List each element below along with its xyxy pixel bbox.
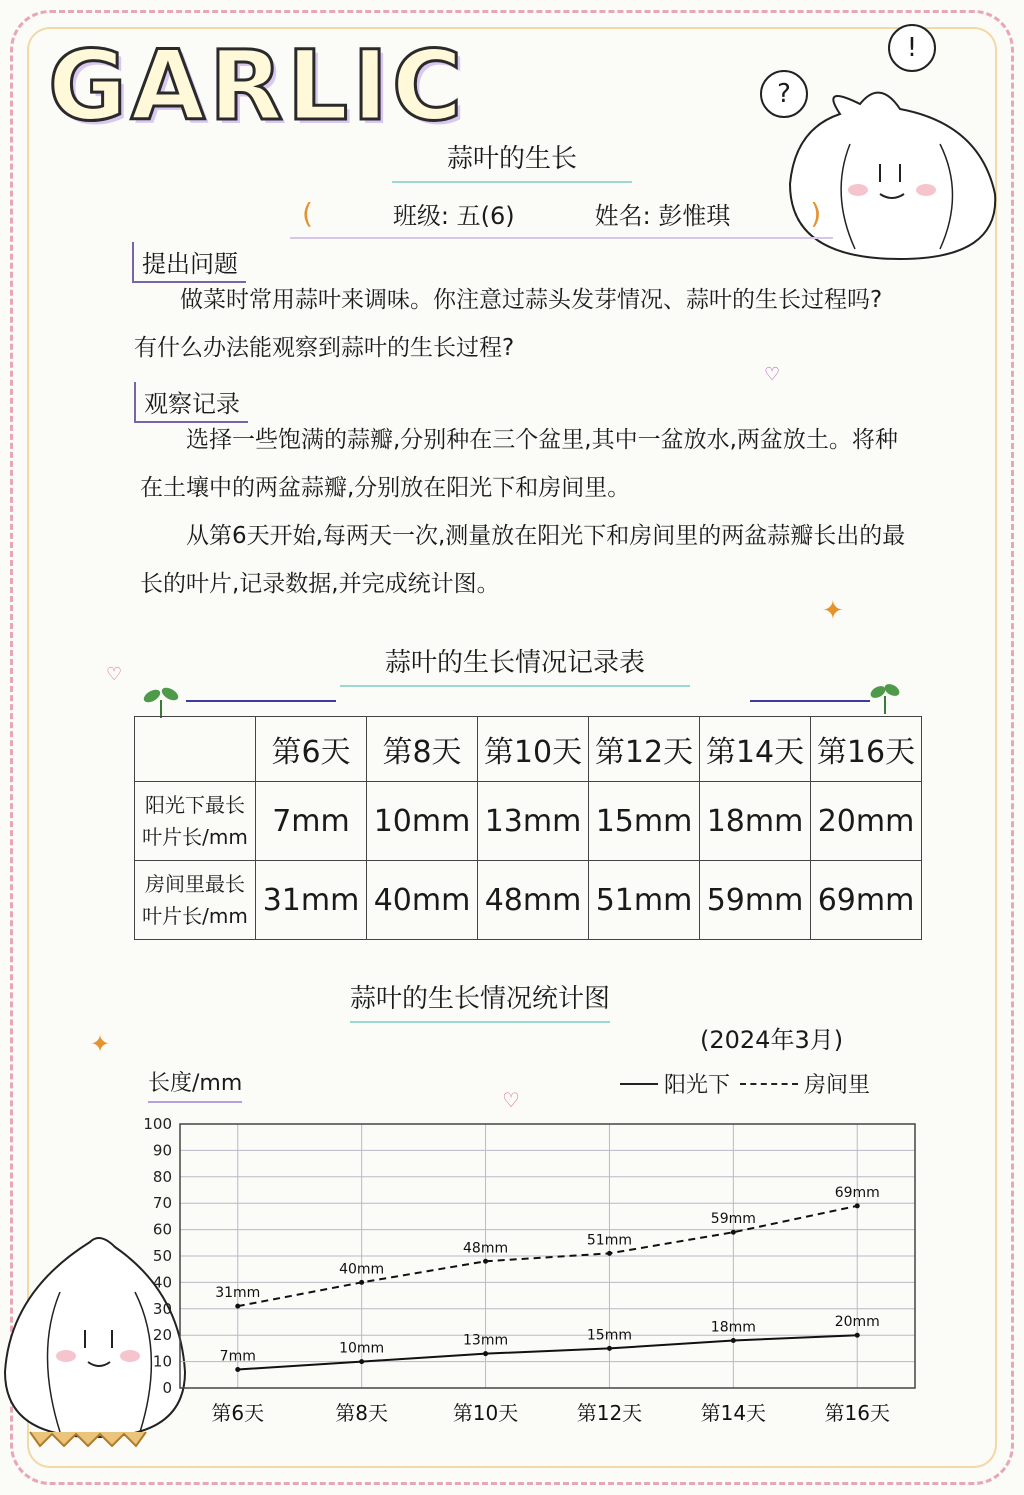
data-point [731,1338,736,1343]
table-title: 蒜叶的生长情况记录表 [340,642,690,687]
table-cell: 48mm [478,861,589,940]
row-header-line: 阳光下最长 [145,793,245,817]
y-tick-label: 0 [162,1379,172,1397]
data-label: 69mm [834,1184,880,1201]
chart-title: 蒜叶的生长情况统计图 [350,978,610,1023]
data-point [855,1333,860,1338]
line-chart [120,1108,940,1438]
garlic-logo: GARLIC [48,30,467,142]
y-tick-label: 70 [152,1194,172,1213]
data-point [359,1359,364,1364]
data-point [235,1367,240,1372]
data-point [731,1230,736,1235]
table-cell: 59mm [700,861,811,940]
legend-sun-label: 阳光下 [664,1073,731,1098]
data-label: 20mm [834,1314,880,1331]
observation-paragraph-2: 从第6天开始,每两天一次,测量放在阳光下和房间里的两盆蒜瓣长出的最长的叶片,记录数据,并完成统计图。 [140,523,906,597]
y-tick-label: 20 [152,1326,172,1345]
data-label: 51mm [586,1232,632,1249]
table-cell: 13mm [478,782,589,861]
table-cell: 10mm [367,782,478,861]
y-tick-label: 40 [152,1273,172,1292]
data-label: 59mm [710,1211,756,1228]
y-tick-label: 50 [152,1247,172,1265]
open-paren: ( [302,197,313,230]
class-label: 班级: 五(6) [392,202,515,230]
chart-legend [620,1068,870,1099]
legend-room-label: 房间里 [804,1073,871,1098]
y-tick-label: 10 [152,1352,172,1371]
table-header-cell: 第14天 [700,717,811,782]
table-header-cell: 第10天 [478,717,589,782]
y-tick-label: 60 [152,1220,172,1239]
observation-text [140,416,910,608]
name-label: 姓名: 彭惟琪 [594,202,731,230]
x-tick-label: 第14天 [700,1401,767,1425]
table-cell: 69mm [811,861,922,940]
record-table [134,716,922,940]
table-header-cell: 第8天 [367,717,478,782]
table-top-rule [750,700,870,702]
sparkle-icon: ✦ [822,596,844,626]
x-tick-label: 第12天 [576,1401,643,1425]
table-row-room [135,861,922,940]
table-cell: 40mm [367,861,478,940]
legend-solid-line [620,1083,658,1085]
y-tick-label: 90 [152,1141,172,1160]
data-label: 40mm [339,1261,385,1278]
table-cell: 7mm [256,782,367,861]
heart-icon: ♡ [502,1088,520,1112]
close-paren: ) [810,197,822,230]
y-tick-label: 100 [143,1115,172,1133]
data-label: 18mm [710,1319,756,1336]
y-tick-label: 80 [152,1167,172,1186]
chart-date: (2024年3月) [700,1026,844,1054]
table-cell: 15mm [589,782,700,861]
question-paragraph: 做菜时常用蒜叶来调味。你注意过蒜头发芽情况、蒜叶的生长过程吗?有什么办法能观察到蒜叶的生长过程? [134,287,883,361]
data-point [483,1351,488,1356]
data-point [359,1280,364,1285]
table-cell: 20mm [811,782,922,861]
row-header-room [135,861,256,940]
question-bubble-icon: ? [760,70,808,118]
observation-paragraph-1: 选择一些饱满的蒜瓣,分别种在三个盆里,其中一盆放水,两盆放土。将种在土壤中的两盆蒜瓣,分别放在阳光下和房间里。 [140,427,898,501]
row-header-line: 叶片长/mm [142,825,248,849]
row-header-sun [135,782,256,861]
sprout-icon [860,676,910,716]
legend-dashed-line [740,1083,798,1085]
table-header-cell: 第12天 [589,717,700,782]
data-label: 7mm [219,1348,256,1365]
sprout-icon [136,680,186,720]
series-line [238,1332,858,1369]
y-axis-label: 长度/mm [148,1066,242,1103]
data-label: 31mm [215,1285,261,1302]
table-top-rule [186,700,336,702]
question-label: 提出问题 [132,242,246,283]
table-header-cell: 第16天 [811,717,922,782]
data-label: 13mm [463,1332,509,1349]
data-label: 48mm [463,1240,509,1257]
heart-icon: ♡ [106,664,123,685]
row-header-line: 叶片长/mm [142,904,248,928]
table-cell: 51mm [589,861,700,940]
x-tick-label: 第8天 [335,1401,389,1425]
data-label: 15mm [586,1327,632,1344]
data-label: 10mm [339,1340,385,1357]
x-tick-label: 第16天 [824,1401,890,1425]
heart-icon: ♡ [764,364,781,385]
data-point [483,1259,488,1264]
x-tick-label: 第6天 [211,1401,265,1425]
data-point [607,1251,612,1256]
table-cell: 18mm [700,782,811,861]
sparkle-icon: ✦ [90,1030,111,1058]
data-point [607,1346,612,1351]
student-info [290,196,833,239]
observation-label: 观察记录 [134,382,248,423]
data-point [855,1203,860,1208]
x-tick-label: 第10天 [452,1401,519,1425]
question-text [134,276,894,372]
exclamation-bubble-icon: ! [888,24,936,72]
table-header-row [135,717,922,782]
data-point [235,1304,240,1309]
table-header-cell: 第6天 [256,717,367,782]
y-tick-label: 30 [152,1299,172,1318]
table-corner-cell [135,717,256,782]
page-title: 蒜叶的生长 [392,138,632,183]
table-row-sun [135,782,922,861]
table-cell: 31mm [256,861,367,940]
row-header-line: 房间里最长 [145,872,245,896]
